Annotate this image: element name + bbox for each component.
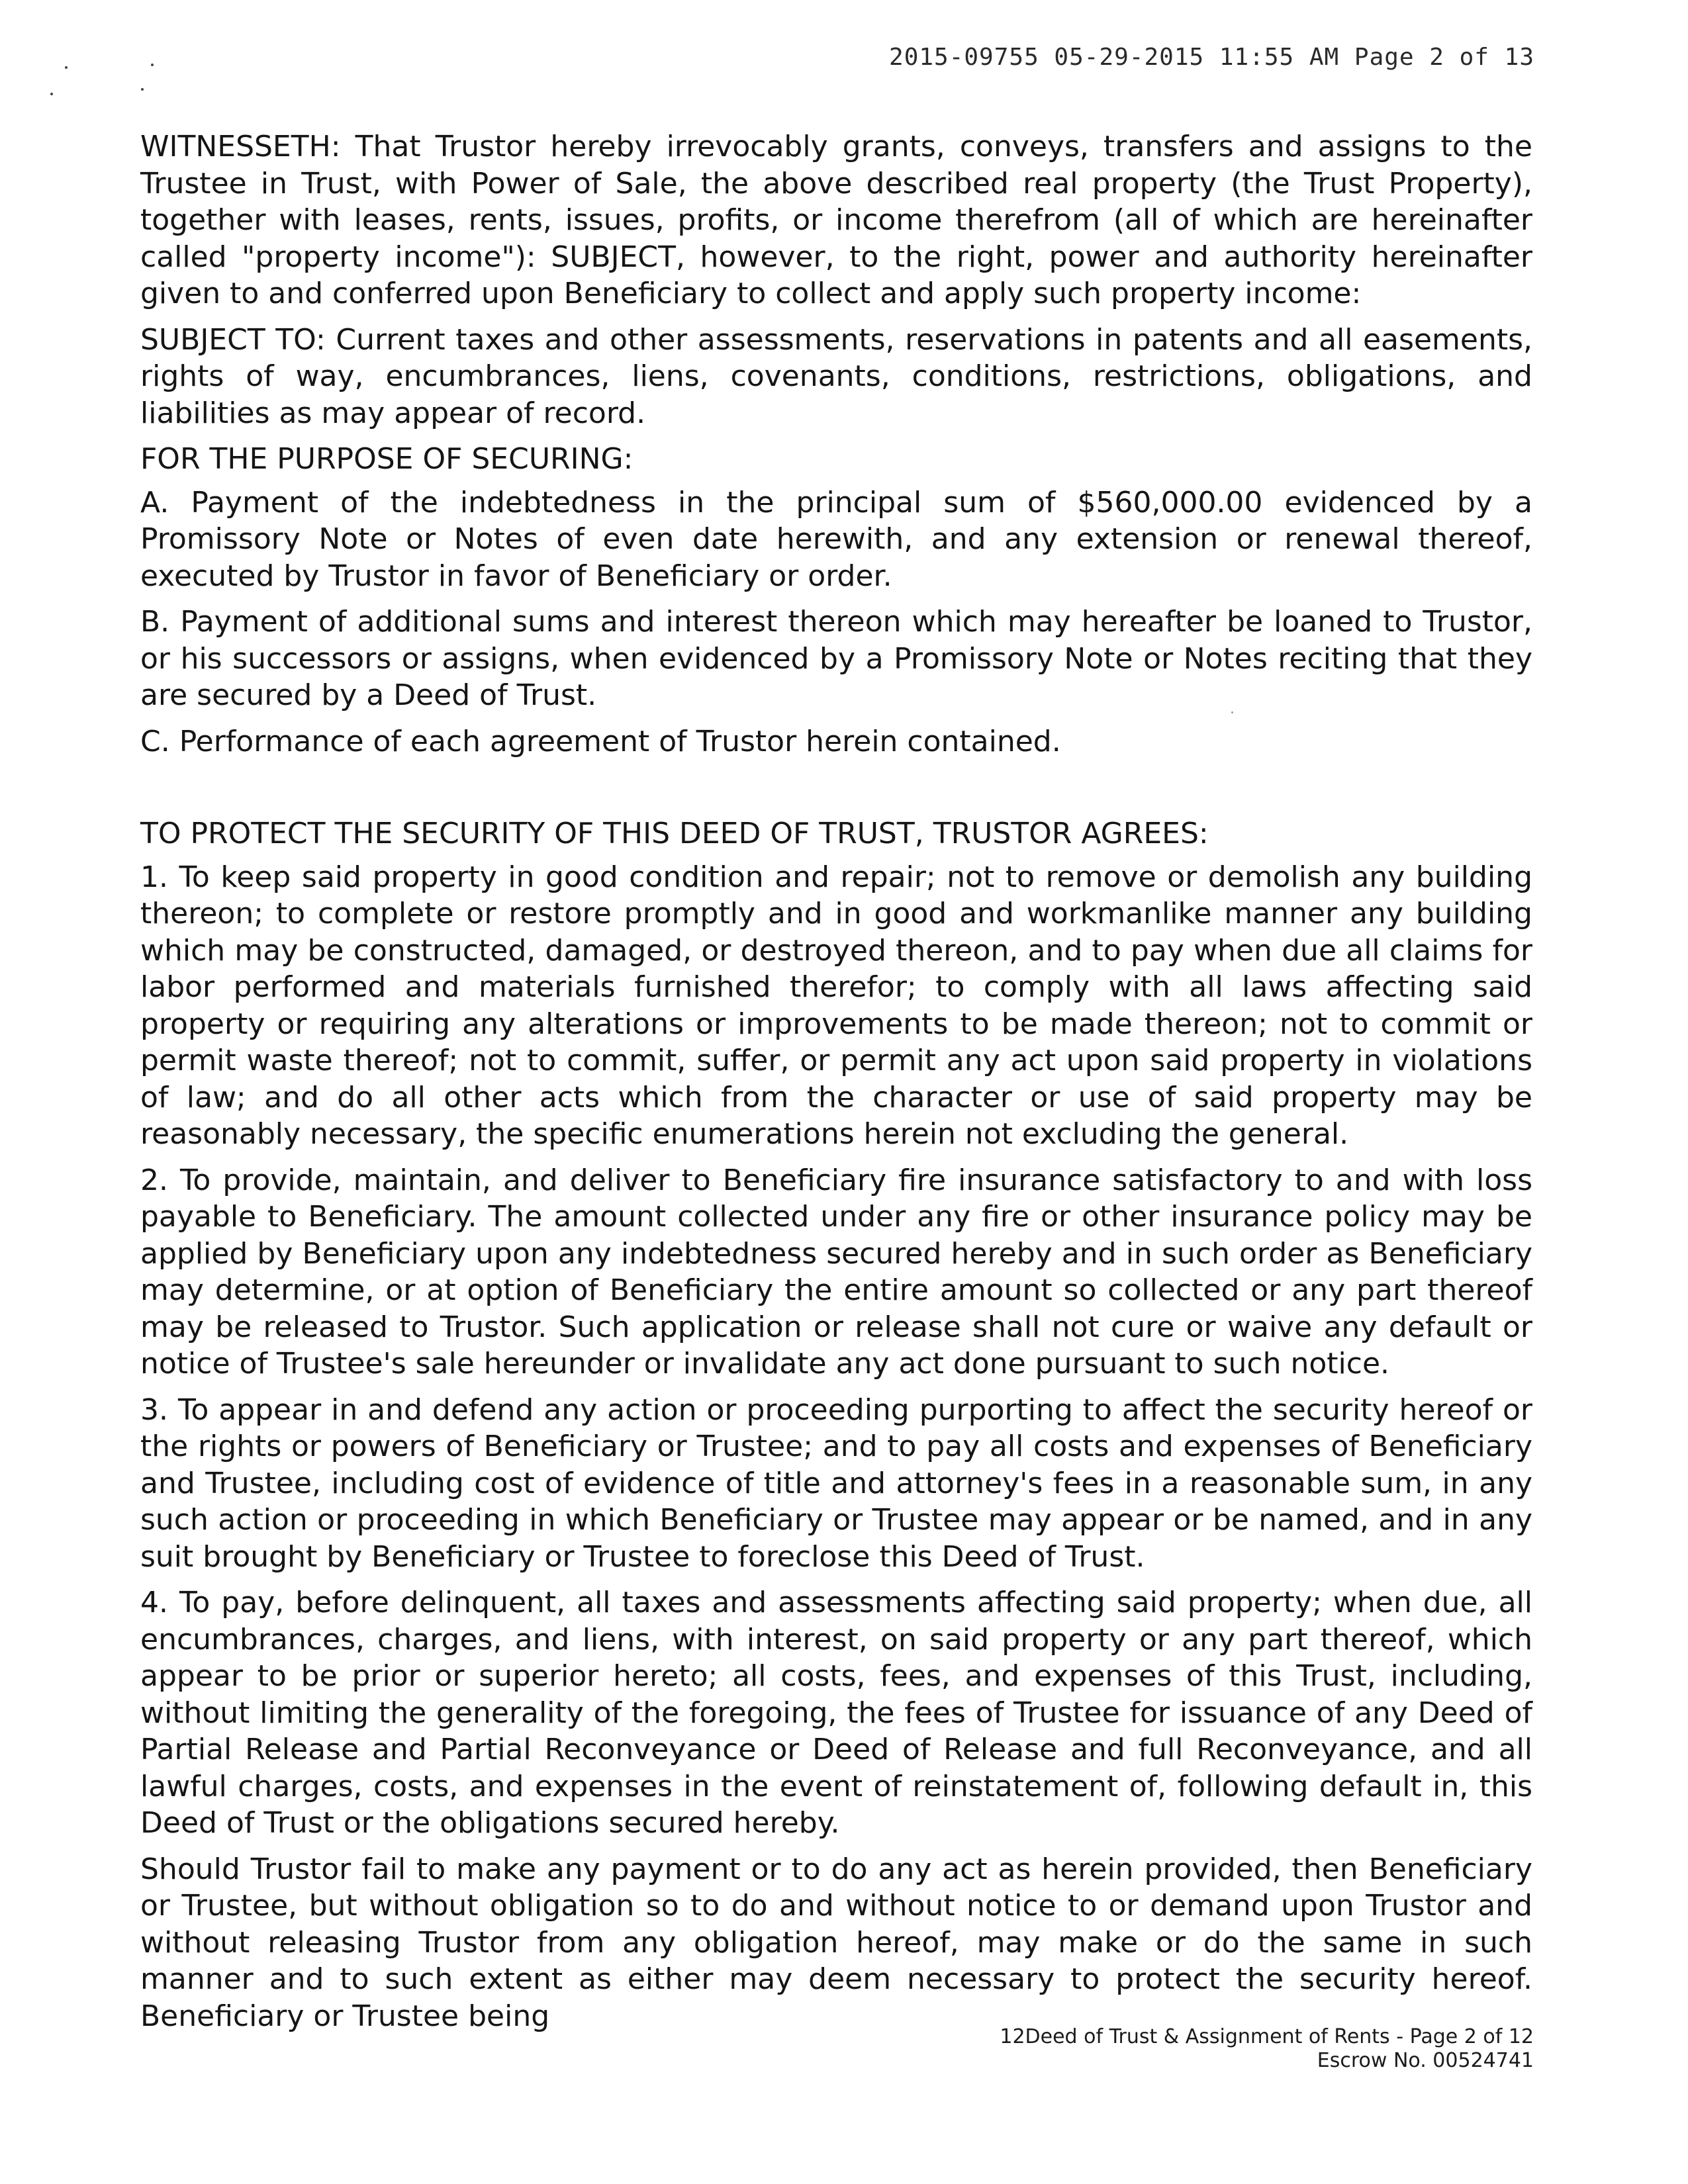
heading-protect-security: TO PROTECT THE SECURITY OF THIS DEED OF TRUST, TRUSTOR AGREES:: [140, 817, 1209, 850]
paragraph-should-trustor-fail: Should Trustor fail to make any payment or to do any act as herein provided, then Beneficiary or Trustee, but without obligation so to do and without notice to or demand upon Trustor and without releasing Trustor from any obligation hereof, may make or do the same in such manner and to such extent as either may deem necessary to protect the security hereof. Beneficiary or Trustee being: [140, 1852, 1532, 2033]
footer-doc-line: 12Deed of Trust & Assignment of Rents - Page 2 of 12: [1000, 2025, 1534, 2048]
paragraph-1: 1. To keep said property in good condition and repair; not to remove or demolish any building thereon; to complete or restore promptly and in good and workmanlike manner any building which may be constructed, damaged, or destroyed thereon, and to pay when due all claims for labor performed and materials furnished therefor; to comply with all laws affecting said property or requiring any alterations or improvements to be made thereon; not to commit or permit waste thereof; not to commit, suffer, or permit any act upon said property in violations of law; and do all other acts which from the character or use of said property may be reasonably necessary, the specific enumerations herein not excluding the general.: [140, 860, 1532, 1151]
paragraph-b: B. Payment of additional sums and interest thereon which may hereafter be loaned to Trustor, or his successors or assigns, when evidenced by a Promissory Note or Notes reciting that they are secured by a Deed of Trust.: [140, 605, 1532, 712]
page-footer: [1000, 2025, 1534, 2073]
heading-purpose: FOR THE PURPOSE OF SECURING:: [140, 442, 633, 476]
scan-speck: [141, 88, 144, 91]
paragraph-subject-to: SUBJECT TO: Current taxes and other assessments, reservations in patents and all easements, rights of way, encumbrances, liens, covenants, conditions, restrictions, obligations, and liabilities as may appear of record.: [140, 322, 1532, 430]
scan-speck: [1231, 711, 1233, 713]
recording-stamp: 2015-09755 05-29-2015 11:55 AM Page 2 of 13: [889, 44, 1534, 71]
paragraph-4: 4. To pay, before delinquent, all taxes and assessments affecting said property; when due, all encumbrances, charges, and liens, with interest, on said property or any part thereof, which appear to be prior or superior hereto; all costs, fees, and expenses of this Trust, including, without limiting the generality of the foregoing, the fees of Trustee for issuance of any Deed of Partial Release and Partial Reconveyance or Deed of Release and full Reconveyance, and all lawful charges, costs, and expenses in the event of reinstatement of, following default in, this Deed of Trust or the obligations secured hereby.: [140, 1586, 1532, 1840]
document-body: [140, 128, 1532, 2044]
paragraph-2: 2. To provide, maintain, and deliver to Beneficiary fire insurance satisfactory to and with loss payable to Beneficiary. The amount collected under any fire or other insurance policy may be applied by Beneficiary upon any indebtedness secured hereby and in such order as Beneficiary may determine, or at option of Beneficiary the entire amount so collected or any part thereof may be released to Trustor. Such application or release shall not cure or waive any default or notice of Trustee's sale hereunder or invalidate any act done pursuant to such notice.: [140, 1163, 1532, 1381]
footer-escrow-line: Escrow No. 00524741: [1317, 2049, 1534, 2072]
paragraph-c: C. Performance of each agreement of Trustor herein contained.: [140, 724, 1061, 758]
scan-speck: [50, 93, 53, 95]
scan-speck: [151, 64, 154, 66]
scan-speck: [65, 66, 68, 69]
paragraph-a: A. Payment of the indebtedness in the principal sum of $560,000.00 evidenced by a Promissory Note or Notes of even date herewith, and any extension or renewal thereof, executed by Trustor in favor of Beneficiary or order.: [140, 485, 1532, 593]
paragraph-3: 3. To appear in and defend any action or proceeding purporting to affect the security hereof or the rights or powers of Beneficiary or Trustee; and to pay all costs and expenses of Beneficiary and Trustee, including cost of evidence of title and attorney's fees in a reasonable sum, in any such action or proceeding in which Beneficiary or Trustee may appear or be named, and in any suit brought by Beneficiary or Trustee to foreclose this Deed of Trust.: [140, 1392, 1532, 1574]
paragraph-witnesseth: WITNESSETH: That Trustor hereby irrevocably grants, conveys, transfers and assigns to the Trustee in Trust, with Power of Sale, the above described real property (the Trust Property), together with leases, rents, issues, profits, or income therefrom (all of which are hereinafter called "property income"): SUBJECT, however, to the right, power and authority hereinafter given to and conferred upon Beneficiary to collect and apply such property income:: [140, 130, 1532, 310]
